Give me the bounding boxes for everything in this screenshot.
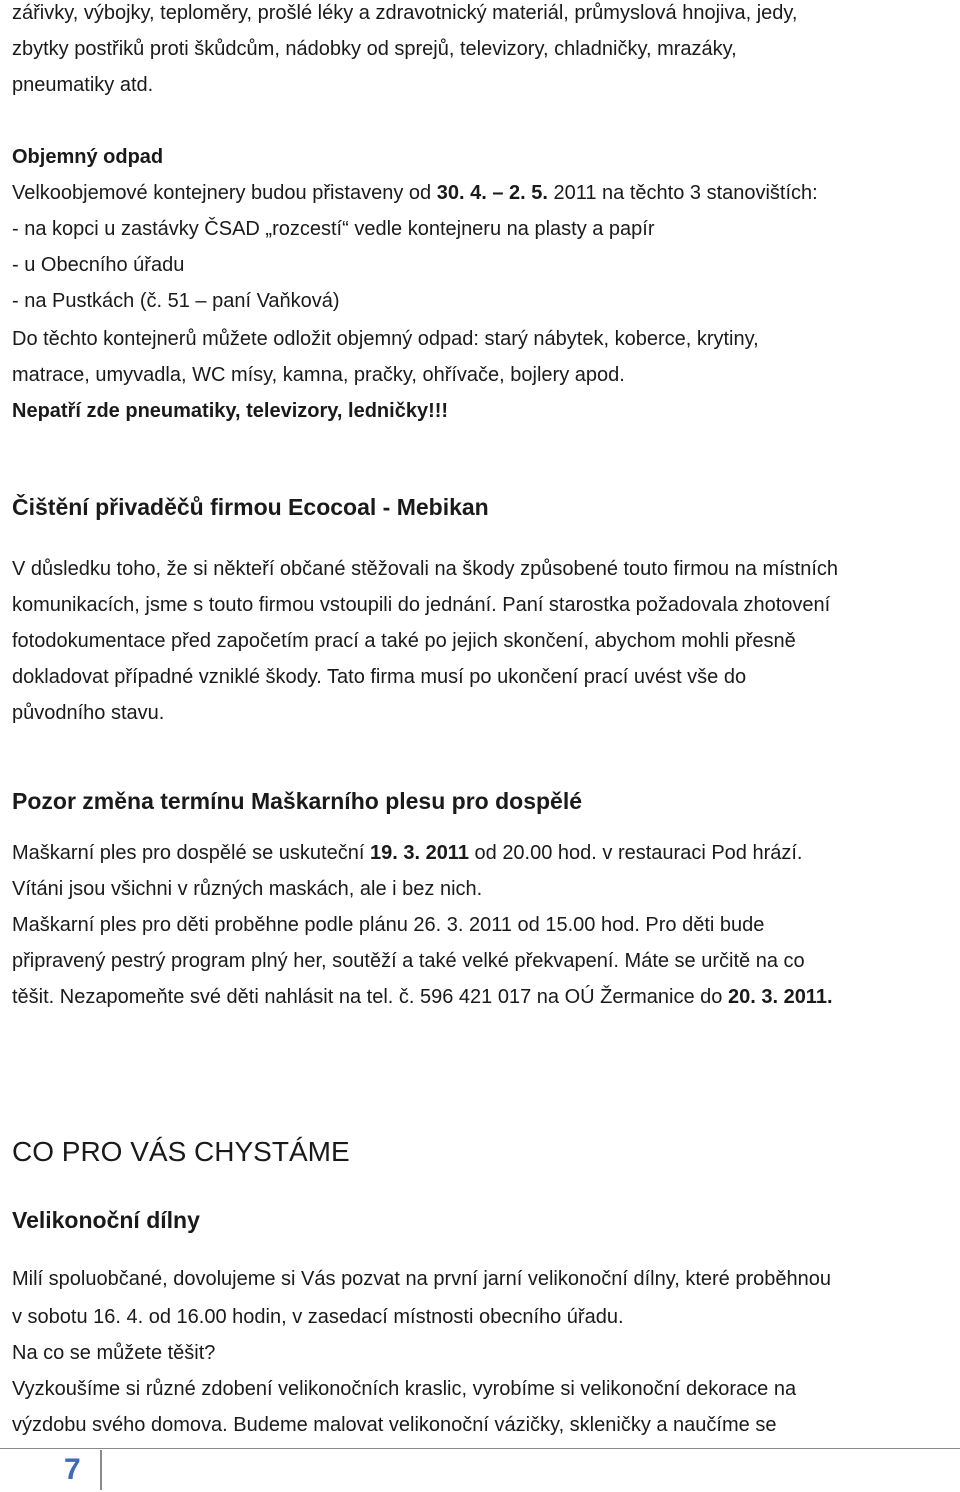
paragraph-line: fotodokumentace před započetím prací a také po jejich skončení, abychom mohli přesně: [12, 630, 796, 652]
text-span: Velkoobjemové kontejnery budou přistaveny od: [12, 182, 437, 204]
event-date: 19. 3. 2011: [369, 842, 469, 864]
paragraph-line: [12, 180, 818, 206]
paragraph-line: Maškarní ples pro děti proběhne podle plánu 26. 3. 2011 od 15.00 hod. Pro děti bude: [12, 914, 765, 936]
paragraph-line: [12, 840, 803, 866]
paragraph-line: pneumatiky atd.: [12, 74, 154, 96]
paragraph-line: v sobotu 16. 4. od 16.00 hodin, v zasedací místnosti obecního úřadu.: [12, 1306, 624, 1328]
warning-note: Nepatří zde pneumatiky, televizory, ledničky!!!: [12, 400, 449, 422]
page-number: 7: [64, 1453, 81, 1486]
paragraph-line: Do těchto kontejnerů můžete odložit objemný odpad: starý nábytek, koberce, krytiny,: [12, 328, 759, 350]
paragraph-line: komunikacích, jsme s touto firmou vstoupili do jednání. Paní starostka požadovala zhotovení: [12, 594, 831, 616]
list-item: - na Pustkách (č. 51 – paní Vaňková): [12, 290, 340, 312]
paragraph-line: Na co se můžete těšit?: [12, 1342, 216, 1364]
paragraph-line: původního stavu.: [12, 702, 165, 724]
paragraph-line: matrace, umyvadla, WC mísy, kamna, pračky, ohřívače, bojlery apod.: [12, 364, 625, 386]
text-span: 2011 na těchto 3 stanovištích:: [547, 182, 818, 204]
paragraph-line: připravený pestrý program plný her, soutěží a také velké překvapení. Máte se určitě na co: [12, 950, 805, 972]
paragraph-line: Vítáni jsou všichni v různých maskách, ale i bez nich.: [12, 878, 483, 900]
section-heading-objemny-odpad: Objemný odpad: [12, 146, 164, 168]
section-heading-maskarni-ples: Pozor změna termínu Maškarního plesu pro dospělé: [12, 788, 583, 814]
paragraph-line: Vyzkoušíme si různé zdobení velikonočních kraslic, vyrobíme si velikonoční dekorace na: [12, 1378, 797, 1400]
list-item: - na kopci u zastávky ČSAD „rozcestí“ vedle kontejneru na plasty a papír: [12, 218, 655, 240]
paragraph-line: Milí spoluobčané, dovolujeme si Vás pozvat na první jarní velikonoční dílny, které proběhnou: [12, 1268, 831, 1290]
text-span: těšit. Nezapomeňte své děti nahlásit na tel. č. 596 421 017 na OÚ Žermanice do: [12, 986, 728, 1008]
date-range: 30. 4. – 2. 5.: [436, 182, 548, 204]
list-item: - u Obecního úřadu: [12, 254, 185, 276]
paragraph-line: zbytky postřiků proti škůdcům, nádobky od sprejů, televizory, chladničky, mrazáky,: [12, 38, 737, 60]
deadline-date: 20. 3. 2011.: [727, 986, 833, 1008]
section-heading-cisteni: Čištění přivaděčů firmou Ecocoal - Mebikan: [12, 494, 489, 520]
paragraph-line: dokladovat případné vzniklé škody. Tato firma musí po ukončení prací uvést vše do: [12, 666, 747, 688]
text-span: od 20.00 hod. v restauraci Pod hrází.: [468, 842, 803, 864]
footer-divider: [0, 1448, 960, 1449]
paragraph-line: [12, 984, 833, 1010]
subsection-heading-velikonocni-dilny: Velikonoční dílny: [12, 1207, 200, 1233]
paragraph-line: zářivky, výbojky, teploměry, prošlé léky a zdravotnický materiál, průmyslová hnojiva, jedy,: [12, 2, 798, 24]
paragraph-line: výzdobu svého domova. Budeme malovat velikonoční vázičky, skleničky a naučíme se: [12, 1414, 777, 1436]
footer-vertical-divider: [100, 1450, 102, 1490]
paragraph-line: V důsledku toho, že si někteří občané stěžovali na škody způsobené touto firmou na místních: [12, 558, 839, 580]
text-span: Maškarní ples pro dospělé se uskuteční: [12, 842, 370, 864]
section-heading-chystame: CO PRO VÁS CHYSTÁME: [12, 1136, 350, 1167]
